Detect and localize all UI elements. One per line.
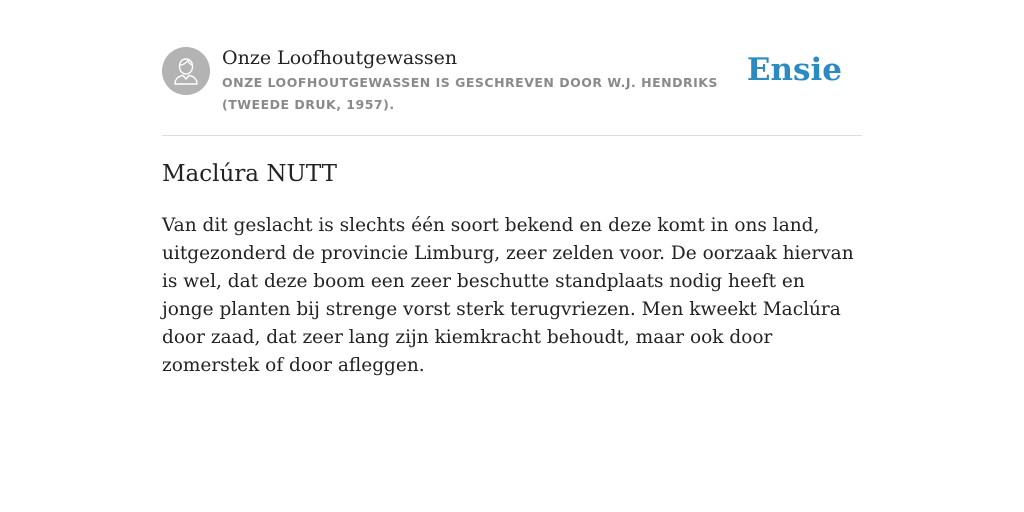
entry-title: Maclúra NUTT (162, 161, 337, 187)
entry-card (162, 0, 862, 512)
source-header (162, 0, 862, 136)
entry-body: Van dit geslacht is slechts één soort bekend en deze komt in ons land, uitgezonderd de provincie Limburg, zeer zelden voor. De oorzaak hiervan is wel, dat deze boom een zeer beschutte standplaats nodig heeft en jonge planten bij strenge vorst sterk terugvriezen. Men kweekt Maclúra door zaad, dat zeer lang zijn kiemkracht behoudt, maar ook door zomerstek of door afleggen. (162, 215, 854, 376)
ensie-logo[interactable]: Ensie (746, 52, 842, 88)
source-title[interactable]: Onze Loofhoutgewassen (222, 47, 458, 69)
source-description: ONZE LOOFHOUTGEWASSEN IS GESCHREVEN DOOR W.J. HENDRIKS (TWEEDE DRUK, 1957). (222, 75, 718, 112)
user-silhouette-icon (162, 47, 210, 95)
